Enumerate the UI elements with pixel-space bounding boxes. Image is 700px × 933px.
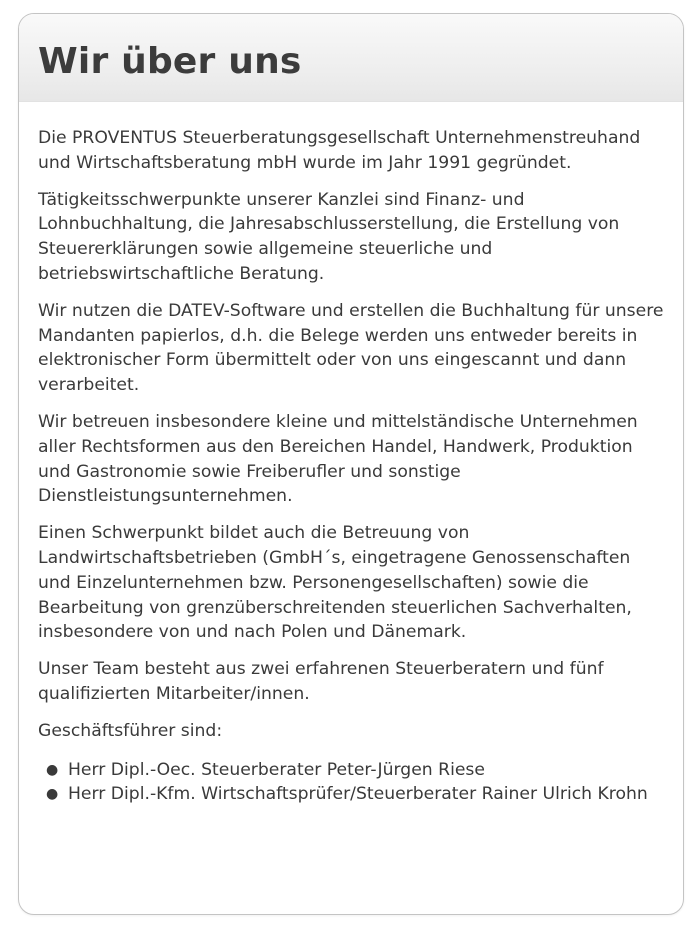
- paragraph-focus-areas: Tätigkeitsschwerpunkte unserer Kanzlei sind Finanz- und Lohnbuchhaltung, die Jahresabschlusserstellung, die Erstellung von Steuererklärungen sowie allgemeine steuerliche und betriebswirtschaftliche Beratung.: [38, 189, 620, 284]
- list-item: [38, 758, 664, 783]
- managers-list: [38, 758, 664, 808]
- paragraph-managers-intro: Geschäftsführer sind:: [38, 720, 223, 741]
- paragraph-founding: Die PROVENTUS Steuerberatungsgesellschaft Unternehmenstreuhand und Wirtschaftsberatung mbH wurde im Jahr 1991 gegründet.: [38, 128, 641, 173]
- page-title: Wir über uns: [38, 41, 302, 82]
- bullet-icon: ●: [46, 761, 59, 778]
- bullet-icon: ●: [46, 786, 59, 803]
- manager-name: Herr Dipl.-Kfm. Wirtschaftsprüfer/Steuerberater Rainer Ulrich Krohn: [68, 784, 648, 805]
- paragraph-team: Unser Team besteht aus zwei erfahrenen Steuerberatern und fünf qualifizierten Mitarbeiter/innen.: [38, 659, 604, 704]
- list-item: [38, 782, 664, 807]
- about-panel: [18, 13, 684, 915]
- paragraph-agriculture: Einen Schwerpunkt bildet auch die Betreuung von Landwirtschaftsbetrieben (GmbH´s, eingetragene Genossenschaften und Einzelunternehmen bzw. Personengesellschaften) sowie die Bearbeitung von grenzüberschreitenden steuerlichen Sachverhalten, insbesondere von und nach Polen und Dänemark.: [38, 523, 632, 643]
- manager-name: Herr Dipl.-Oec. Steuerberater Peter-Jürgen Riese: [68, 759, 485, 780]
- paragraph-datev: Wir nutzen die DATEV-Software und erstellen die Buchhaltung für unsere Mandanten papierlos, d.h. die Belege werden uns entweder bereits in elektronischer Form übermittelt oder von uns eingescannt und dann verarbeitet.: [38, 300, 664, 396]
- panel-header: [19, 14, 683, 102]
- paragraph-clients: Wir betreuen insbesondere kleine und mittelständische Unternehmen aller Rechtsformen aus den Bereichen Handel, Handwerk, Produktion und Gastronomie sowie Freiberufler und sonstige Dienstleistungsunternehmen.: [38, 411, 638, 507]
- panel-body: [19, 102, 683, 807]
